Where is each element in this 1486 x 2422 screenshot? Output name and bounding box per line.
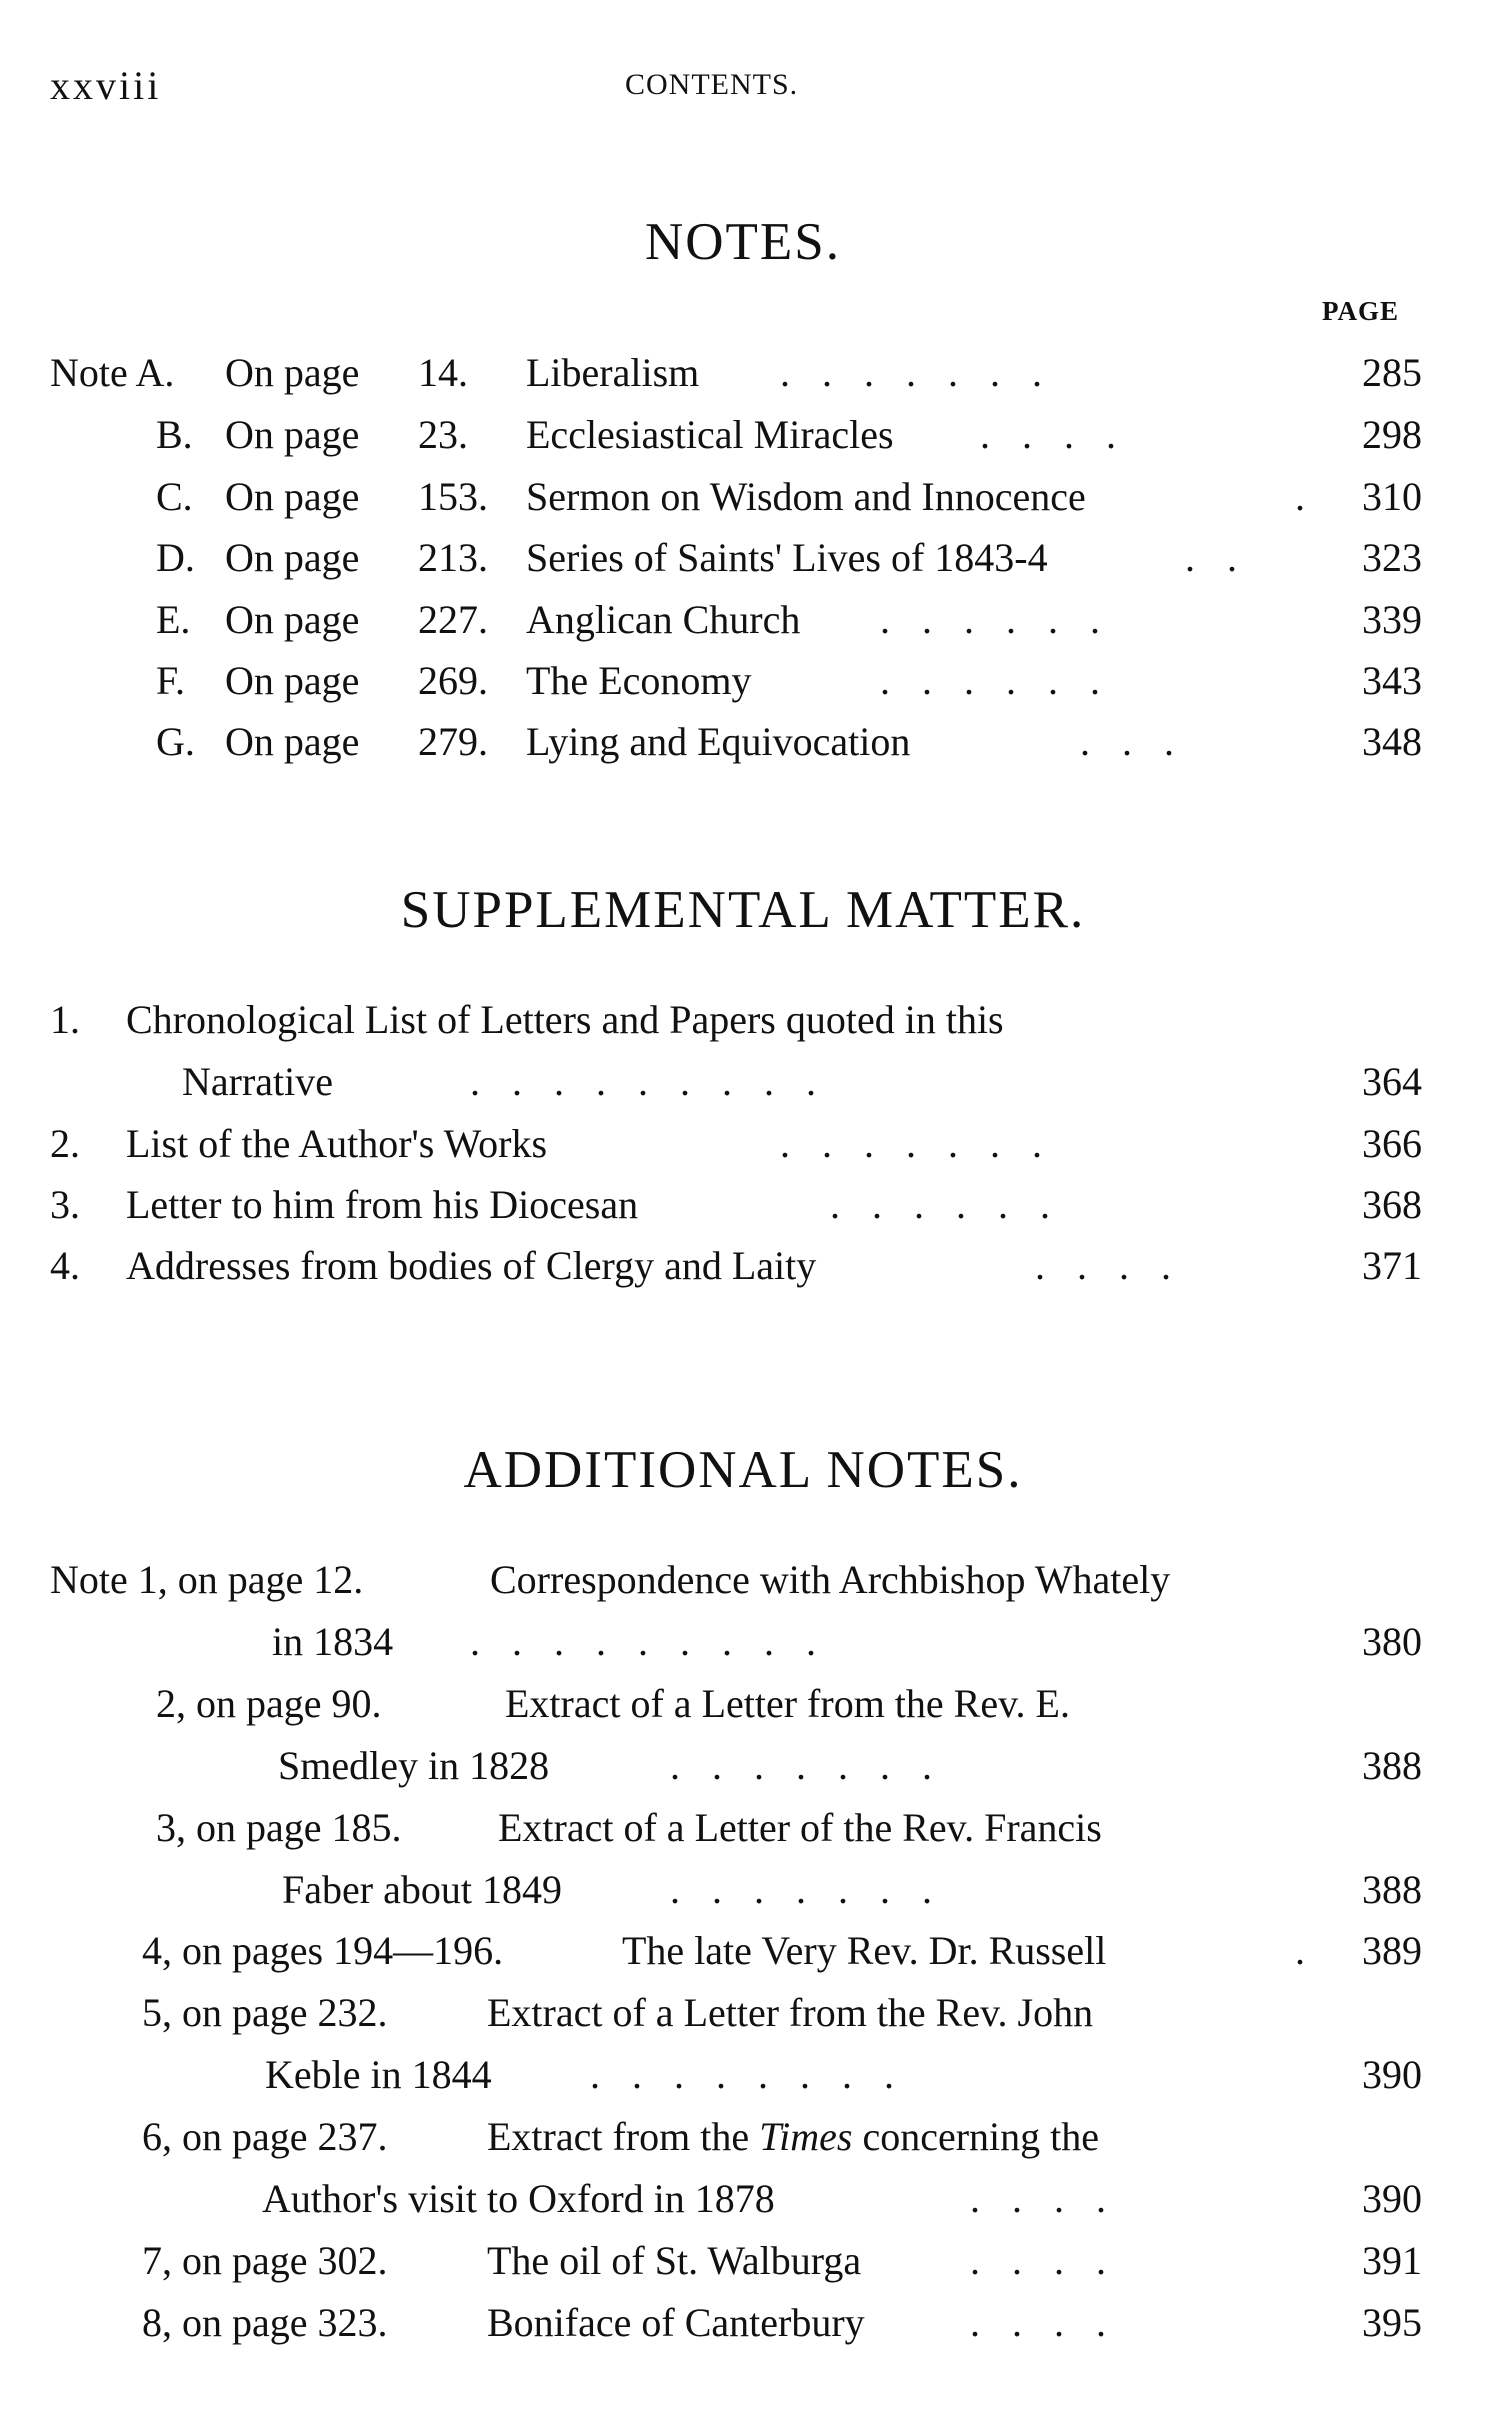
page-number: 388: [1362, 1867, 1422, 1912]
page-number: 395: [1362, 2300, 1422, 2345]
note-title: Ecclesiastical Miracles: [526, 412, 894, 457]
item-number: 4.: [50, 1243, 80, 1288]
note-prefix: 6, on page 237.: [142, 2114, 388, 2159]
note-prefix: 3, on page 185.: [156, 1805, 402, 1850]
dot-leader: .......: [670, 1743, 964, 1788]
list-item-continuation: [50, 2174, 1422, 2224]
item-number: 2.: [50, 1121, 80, 1166]
note-title: Extract of a Letter of the Rev. Francis: [498, 1805, 1102, 1850]
dot-leader: ......: [880, 658, 1132, 703]
dot-leader: .......: [670, 1867, 964, 1912]
list-item: [50, 533, 1422, 583]
note-label: F.: [156, 658, 186, 703]
item-number: 3.: [50, 1182, 80, 1227]
list-item: [50, 995, 1422, 1045]
dot-leader: .: [1295, 1928, 1337, 1973]
page-number: 391: [1362, 2238, 1422, 2283]
note-title: Series of Saints' Lives of 1843-4: [526, 535, 1048, 580]
running-head: CONTENTS.: [625, 68, 799, 101]
note-ref: On page: [225, 719, 360, 764]
note-ref: On page: [225, 597, 360, 642]
dot-leader: ....: [970, 2176, 1138, 2221]
note-title: Extract of a Letter from the Rev. E.: [505, 1681, 1070, 1726]
note-label: Note A.: [50, 350, 175, 395]
item-number: 1.: [50, 997, 80, 1042]
note-title-cont: in 1834: [272, 1619, 394, 1664]
note-title: [487, 2112, 1099, 2162]
list-item-continuation: [50, 2050, 1422, 2100]
dot-leader: .........: [470, 1619, 848, 1664]
note-ref-page: 213.: [418, 535, 488, 580]
supplemental-title: SUPPLEMENTAL MATTER.: [400, 881, 1086, 939]
note-ref-page: 227.: [418, 597, 488, 642]
page-number: 389: [1362, 1928, 1422, 1973]
dot-leader: .......: [780, 350, 1074, 395]
list-item: [50, 2112, 1422, 2162]
note-prefix: 5, on page 232.: [142, 1990, 388, 2035]
note-ref-page: 279.: [418, 719, 488, 764]
note-label: B.: [156, 412, 193, 457]
list-item: [50, 472, 1422, 522]
list-item: [50, 348, 1422, 398]
item-title: Chronological List of Letters and Papers quoted in this: [126, 997, 1004, 1042]
note-label: D.: [156, 535, 195, 580]
dot-leader: ....: [970, 2300, 1138, 2345]
list-item: [50, 1241, 1422, 1291]
list-item-continuation: [50, 1617, 1422, 1667]
list-item: [50, 1803, 1422, 1853]
additional-title: ADDITIONAL NOTES.: [463, 1441, 1023, 1499]
dot-leader: ....: [980, 412, 1148, 457]
list-item: [50, 717, 1422, 767]
page-number: 323: [1362, 535, 1422, 580]
list-item: [50, 1555, 1422, 1605]
dot-leader: ......: [880, 597, 1132, 642]
page-number: 298: [1362, 412, 1422, 457]
note-title-cont: Keble in 1844: [265, 2052, 492, 2097]
note-prefix: 4, on pages 194—196.: [142, 1928, 504, 1973]
item-title: Letter to him from his Diocesan: [126, 1182, 639, 1227]
note-title-cont: Author's visit to Oxford in 1878: [262, 2176, 775, 2221]
list-item-continuation: [50, 1741, 1422, 1791]
note-title: Liberalism: [526, 350, 700, 395]
page-number: 366: [1362, 1121, 1422, 1166]
list-item: [50, 2298, 1422, 2348]
note-title: Sermon on Wisdom and Innocence: [526, 474, 1086, 519]
notes-title: NOTES.: [644, 213, 842, 271]
page-column-label: PAGE: [1322, 296, 1399, 326]
note-ref-page: 153.: [418, 474, 488, 519]
note-ref: On page: [225, 412, 360, 457]
list-item: [50, 1119, 1422, 1169]
note-ref-page: 14.: [418, 350, 468, 395]
note-label: C.: [156, 474, 193, 519]
note-title: The Economy: [526, 658, 752, 703]
note-ref: On page: [225, 535, 360, 580]
dot-leader: ........: [590, 2052, 926, 2097]
list-item: [50, 595, 1422, 645]
list-item: [50, 1926, 1422, 1976]
note-prefix: 2, on page 90.: [156, 1681, 382, 1726]
dot-leader: ....: [970, 2238, 1138, 2283]
note-title: Extract of a Letter from the Rev. John: [487, 1990, 1094, 2035]
dot-leader: ..: [1185, 535, 1269, 580]
note-title: Anglican Church: [526, 597, 801, 642]
list-item-continuation: [50, 1865, 1422, 1915]
dot-leader: .........: [470, 1059, 848, 1104]
note-title: Lying and Equivocation: [526, 719, 911, 764]
item-title: List of the Author's Works: [126, 1121, 548, 1166]
note-title-cont: Smedley in 1828: [278, 1743, 550, 1788]
note-label: E.: [156, 597, 191, 642]
note-ref: On page: [225, 474, 360, 519]
page-number: 343: [1362, 658, 1422, 703]
note-title-italic: Times: [759, 2114, 853, 2159]
list-item: [50, 1180, 1422, 1230]
page-number: 348: [1362, 719, 1422, 764]
note-ref: On page: [225, 350, 360, 395]
note-title-cont: Faber about 1849: [282, 1867, 562, 1912]
note-title-part: Extract from the: [487, 2114, 750, 2159]
list-item-continuation: [50, 1057, 1422, 1107]
dot-leader: ....: [1035, 1243, 1203, 1288]
page-number: 285: [1362, 350, 1422, 395]
dot-leader: .: [1295, 474, 1337, 519]
list-item: [50, 1988, 1422, 2038]
page-number: 368: [1362, 1182, 1422, 1227]
page-number: 339: [1362, 597, 1422, 642]
page-number: 390: [1362, 2176, 1422, 2221]
note-ref: On page: [225, 658, 360, 703]
item-title-cont: Narrative: [182, 1059, 334, 1104]
page-number: 388: [1362, 1743, 1422, 1788]
note-ref-page: 269.: [418, 658, 488, 703]
note-title-part: concerning the: [862, 2114, 1100, 2159]
page-number: 390: [1362, 2052, 1422, 2097]
page-number: 380: [1362, 1619, 1422, 1664]
item-title: Addresses from bodies of Clergy and Laity: [126, 1243, 817, 1288]
list-item: [50, 410, 1422, 460]
page-header: [50, 62, 1440, 112]
note-title: Boniface of Canterbury: [487, 2300, 865, 2345]
note-title: The late Very Rev. Dr. Russell: [622, 1928, 1107, 1973]
list-item: [50, 2236, 1422, 2286]
note-prefix: 8, on page 323.: [142, 2300, 388, 2345]
page-number: 371: [1362, 1243, 1422, 1288]
note-ref-page: 23.: [418, 412, 468, 457]
note-prefix: Note 1, on page 12.: [50, 1557, 364, 1602]
note-label: G.: [156, 719, 195, 764]
dot-leader: .......: [780, 1121, 1074, 1166]
note-prefix: 7, on page 302.: [142, 2238, 388, 2283]
page-number: 364: [1362, 1059, 1422, 1104]
dot-leader: ...: [1080, 719, 1206, 764]
page-number: 310: [1362, 474, 1422, 519]
folio: xxviii: [50, 63, 162, 108]
dot-leader: ......: [830, 1182, 1082, 1227]
list-item: [50, 656, 1422, 706]
list-item: [50, 1679, 1422, 1729]
note-title: Correspondence with Archbishop Whately: [490, 1557, 1171, 1602]
note-title: The oil of St. Walburga: [487, 2238, 862, 2283]
